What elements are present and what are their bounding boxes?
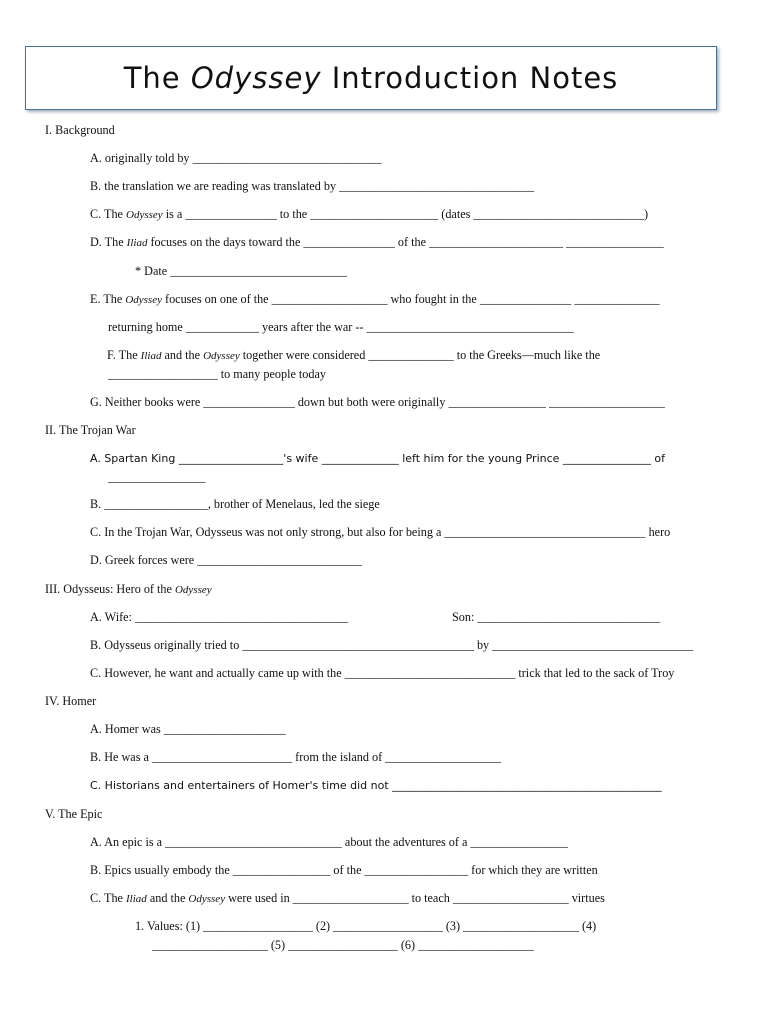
item-5b: B. Epics usually embody the ________________ of the _________________ for which they are written [90, 863, 598, 877]
item-1a: A. originally told by _______________________________ [90, 151, 382, 165]
item-2b: B. _________________, brother of Menelaus, led the siege [90, 497, 380, 511]
item-3c: C. However, he want and actually came up with the ____________________________ trick that led to the sack of Troy [90, 666, 675, 680]
item-1e-pre: E. The [90, 292, 126, 306]
item-1c-post: is a _______________ to the _____________________ (dates ____________________________) [162, 207, 649, 221]
item-1f-post: together were considered ______________ to the Greeks—much like the [239, 348, 601, 362]
page-title [124, 61, 619, 95]
item-5c-pre: C. The [90, 891, 126, 905]
title-box [25, 46, 717, 110]
item-2a-continued: ________________ [108, 470, 206, 484]
item-2a: A. Spartan King ___________________'s wife ______________ left him for the young Prince ________________ of [90, 452, 666, 465]
section-heading-odysseus [45, 582, 212, 598]
item-5c-post: were used in ___________________ to teach ___________________ virtues [225, 891, 605, 905]
item-2d: D. Greek forces were ___________________________ [90, 553, 362, 567]
item-1c-pre: C. The [90, 207, 126, 221]
section-3-heading-italic: Odyssey [174, 584, 212, 596]
item-1b: B. the translation we are reading was translated by ________________________________ [90, 179, 535, 193]
item-1d-post: focuses on the days toward the _______________ of the ______________________ ________________ [147, 235, 664, 249]
title-italic: Odyssey [190, 61, 322, 95]
item-1d [90, 235, 664, 251]
section-heading-epic: V. The Epic [45, 807, 103, 821]
item-1c-italic: Odyssey [126, 209, 163, 221]
item-5c-values: 1. Values: (1) __________________ (2) __________________ (3) ___________________ (4) [135, 919, 597, 933]
item-5c-italic-2: Odyssey [188, 893, 226, 905]
item-1e-post: focuses on one of the ___________________ who fought in the _______________ ______________ [161, 292, 660, 306]
item-4a: A. Homer was ____________________ [90, 722, 286, 736]
item-1e [90, 292, 660, 308]
item-1e-continued: returning home ____________ years after the war -- __________________________________ [108, 320, 574, 334]
item-1e-italic: Odyssey [125, 294, 162, 306]
item-3a-son: Son: ______________________________ [452, 610, 661, 624]
item-3a-wife: A. Wife: ___________________________________ [90, 610, 349, 624]
item-1d-pre: D. The [90, 235, 127, 249]
item-5c-values-continued: ___________________ (5) __________________ (6) ___________________ [152, 938, 534, 952]
item-1f-continued: __________________ to many people today [108, 367, 326, 381]
item-5c-mid: and the [146, 891, 189, 905]
item-5c-italic-1: Iliad [126, 893, 147, 905]
item-1f-pre: F. The [107, 348, 141, 362]
item-2c: C. In the Trojan War, Odysseus was not only strong, but also for being a _________________________________ hero [90, 525, 671, 539]
item-1f [107, 348, 600, 364]
item-3b: B. Odysseus originally tried to ______________________________________ by _________________________________ [90, 638, 694, 652]
title-pre: The [123, 61, 191, 95]
item-1c [90, 207, 648, 223]
section-3-heading-pre: III. Odysseus: Hero of the [45, 582, 175, 596]
item-1f-italic-2: Odyssey [203, 350, 240, 362]
section-heading-homer: IV. Homer [45, 694, 97, 708]
item-1d-italic: Iliad [126, 237, 148, 249]
item-4c: C. Historians and entertainers of Homer's time did not _________________________________________________ [90, 779, 662, 792]
section-heading-trojan-war: II. The Trojan War [45, 423, 136, 437]
item-1f-mid: and the [161, 348, 204, 362]
item-5c [90, 891, 605, 907]
item-4b: B. He was a _______________________ from the island of ___________________ [90, 750, 501, 764]
section-heading-background: I. Background [45, 123, 115, 137]
item-1g: G. Neither books were _______________ down but both were originally ________________ ___________________ [90, 395, 665, 409]
title-post: Introduction Notes [321, 61, 619, 95]
item-1f-italic-1: Iliad [140, 350, 162, 362]
item-5a: A. An epic is a _____________________________ about the adventures of a ________________ [90, 835, 568, 849]
item-1d-date: * Date _____________________________ [135, 264, 347, 278]
